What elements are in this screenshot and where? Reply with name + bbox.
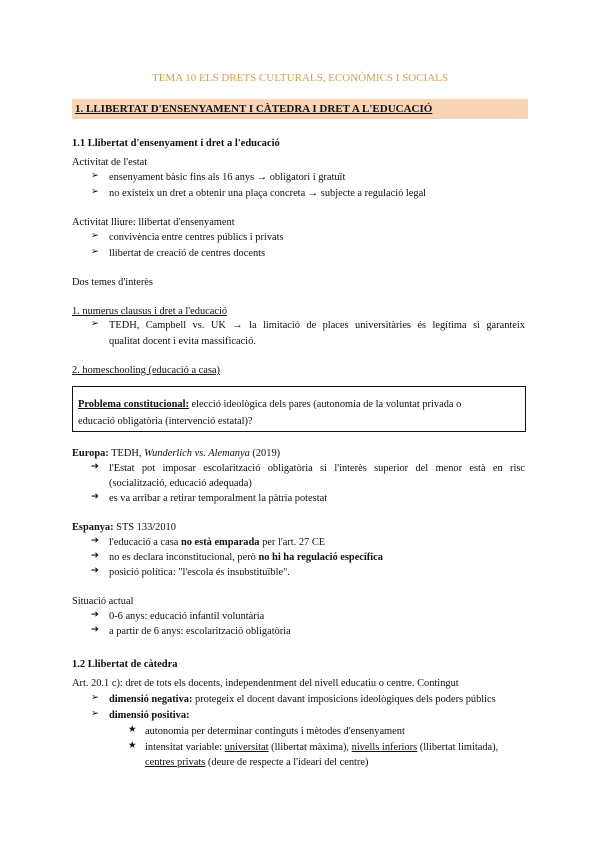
- catedra-negativa: [109, 693, 496, 707]
- list-item: no existeix un dret a obtenir una plaça concreta → subjecte a regulació legal: [109, 188, 427, 199]
- text-underlined: centres privats: [145, 757, 206, 768]
- subsection-heading-1-1: 1.1 Llibertat d'ensenyament i dret a l'educació: [72, 138, 280, 149]
- text-part: no es declara inconstitucional, però: [109, 552, 259, 563]
- right-arrow-bullet-icon: ➔: [91, 565, 99, 576]
- right-arrow-bullet-icon: ➔: [91, 491, 99, 502]
- tema1-item-line1: TEDH, Campbell vs. UK → la limitació de places universitàries és legítima si garanteix: [109, 320, 525, 331]
- catedra-positiva: dimensió positiva:: [109, 710, 190, 721]
- right-arrow-bullet-icon: ➔: [91, 609, 99, 620]
- text-part: per l'art. 27 CE: [259, 537, 326, 548]
- list-item: llibertat de creació de centres docents: [109, 248, 266, 259]
- text-bold: dimensió negativa:: [109, 694, 193, 705]
- arrowhead-bullet-icon: ➢: [91, 246, 99, 257]
- text-part: (llibertat màxima),: [268, 742, 352, 753]
- catedra-star1: autonomia per determinar continguts i mètodes d'ensenyament: [145, 726, 405, 737]
- europa-line: [72, 447, 280, 461]
- tema2-heading: 2. homeschooling (educació a casa): [72, 365, 221, 376]
- espanya-ref: STS 133/2010: [113, 522, 176, 533]
- tema1-heading: 1. numerus clausus i dret a l'educació: [72, 306, 228, 317]
- text-part: l'educació a casa: [109, 537, 181, 548]
- europa-item1-line2: (socialització, educació adequada): [109, 478, 252, 489]
- subsection-heading-1-2: 1.2 Llibertat de càtedra: [72, 659, 178, 670]
- espanya-line: [72, 521, 176, 535]
- espanya-item3: posició política: "l'escola és insubstituïble".: [109, 567, 290, 578]
- catedra-star2-cont: [145, 756, 368, 770]
- arrowhead-bullet-icon: ➢: [91, 318, 99, 329]
- text-underlined: universitat: [224, 742, 269, 753]
- europa-case: Wunderlich vs. Alemanya: [144, 448, 250, 459]
- list-item: ensenyament bàsic fins als 16 anys → obligatori i gratuït: [109, 172, 346, 183]
- list-item: convivència entre centres públics i privats: [109, 232, 284, 243]
- document-title: TEMA 10 ELS DRETS CULTURALS, ECONÒMICS I SOCIALS: [151, 72, 448, 84]
- section-heading: 1. LLIBERTAT D'ENSENYAMENT I CÀTEDRA I DRET A L'EDUCACIÓ: [75, 103, 433, 115]
- espanya-item2: [109, 551, 383, 565]
- catedra-star2: [145, 741, 498, 755]
- callout-text: [78, 397, 523, 430]
- right-arrow-bullet-icon: ➔: [91, 461, 99, 472]
- espanya-label: Espanya:: [72, 522, 114, 533]
- text-bold: no està emparada: [180, 537, 260, 548]
- arrowhead-bullet-icon: ➢: [91, 186, 99, 197]
- tema1-item-line2: qualitat docent i evita massificació.: [109, 336, 256, 347]
- europa-prefix: TEDH,: [108, 448, 145, 459]
- espanya-item1: [109, 536, 325, 550]
- europa-item1-line1: l'Estat pot imposar escolarització obligatòria si l'interès superior del menor està en risc: [109, 463, 525, 474]
- text-part: (llibertat limitada),: [417, 742, 499, 753]
- callout-text-2: educació obligatòria (intervenció estatal)?: [78, 415, 253, 427]
- text-part: intensitat variable:: [145, 742, 225, 753]
- star-bullet-icon: ★: [128, 740, 137, 751]
- europa-label: Europa:: [72, 448, 109, 459]
- situacio-heading: Situació actual: [72, 596, 134, 607]
- text-part: protegeix el docent davant imposicions ideològiques dels poders públics: [192, 694, 496, 705]
- right-arrow-bullet-icon: ➔: [91, 624, 99, 635]
- europa-suffix: (2019): [249, 448, 281, 459]
- temes-heading: Dos temes d'interès: [72, 277, 153, 288]
- callout-text-1: elecció ideològica dels pares (autonomia de la voluntat privada o: [188, 399, 462, 410]
- europa-item2: es va arribar a retirar temporalment la pàtria potestat: [109, 493, 328, 504]
- arrowhead-bullet-icon: ➢: [91, 170, 99, 181]
- text-part: (deure de respecte a l'ideari del centre): [205, 757, 369, 768]
- right-arrow-bullet-icon: ➔: [91, 550, 99, 561]
- list-item: a partir de 6 anys: escolarització obligatòria: [109, 626, 291, 637]
- callout-label: Problema constitucional:: [78, 399, 189, 410]
- text-underlined: nivells inferiors: [351, 742, 418, 753]
- text-bold: no hi ha regulació específica: [258, 552, 383, 563]
- arrowhead-bullet-icon: ➢: [91, 692, 99, 703]
- list-item: 0-6 anys: educació infantil voluntària: [109, 611, 265, 622]
- arrowhead-bullet-icon: ➢: [91, 230, 99, 241]
- arrowhead-bullet-icon: ➢: [91, 708, 99, 719]
- estat-heading: Activitat de l'estat: [72, 157, 148, 168]
- lliure-heading: Activitat lliure: llibertat d'ensenyament: [72, 217, 235, 228]
- star-bullet-icon: ★: [128, 724, 137, 735]
- right-arrow-bullet-icon: ➔: [91, 535, 99, 546]
- catedra-intro: Art. 20.1 c): dret de tots els docents, independentment del nivell educatiu o centre. Contingut: [72, 678, 459, 689]
